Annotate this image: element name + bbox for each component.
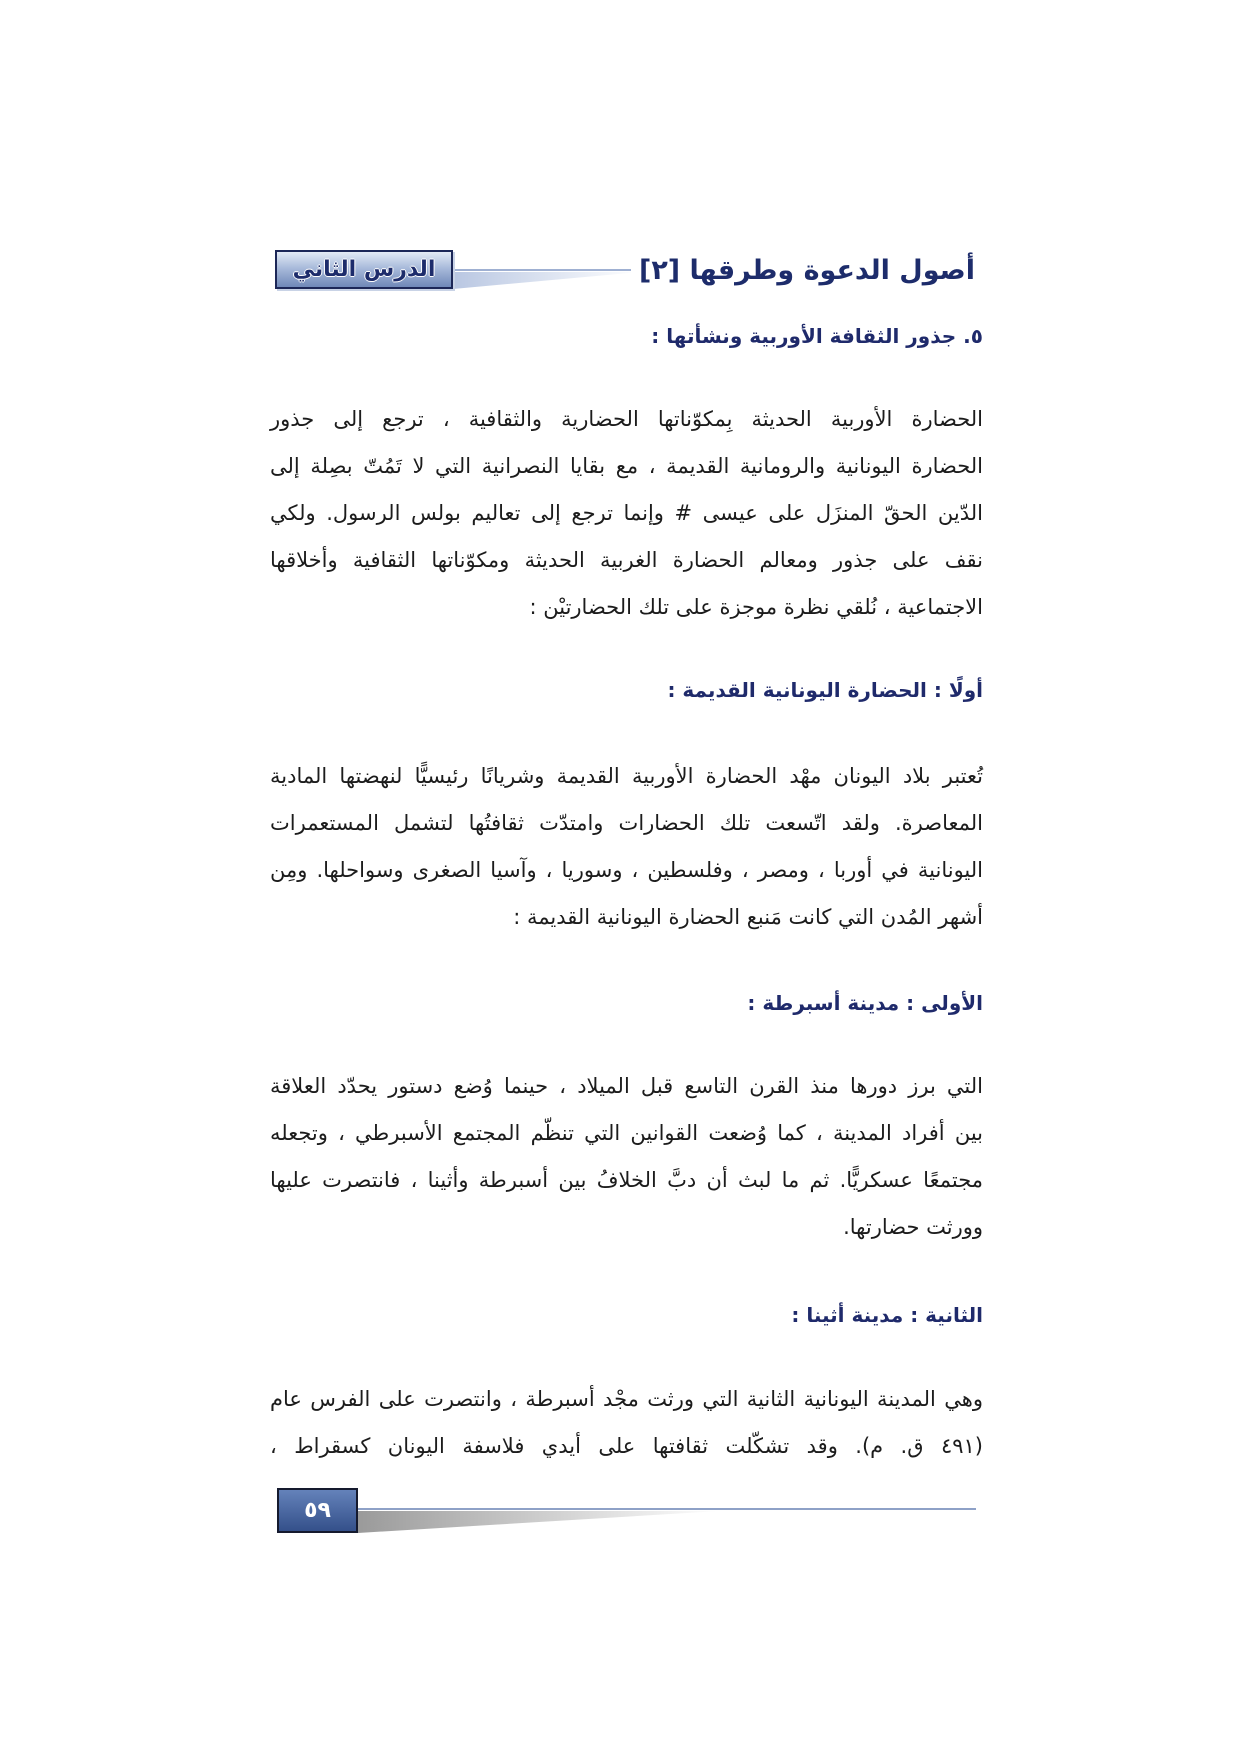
section-heading: أولًا : الحضارة اليونانية القديمة :	[667, 678, 983, 702]
header-rule-shadow	[453, 272, 640, 289]
body-line: التي برز دورها منذ القرن التاسع قبل الميلاد ، حينما وُضع دستور يحدّد العلاقة	[270, 1074, 983, 1098]
body-line: (٤٩١ ق. م). وقد تشكّلت ثقافتها على أيدي فلاسفة اليونان كسقراط ،	[270, 1434, 983, 1458]
body-line: اليونانية في أوربا ، ومصر ، وفلسطين ، وسوريا ، وآسيا الصغرى وسواحلها. ومِن	[270, 858, 983, 882]
body-line: الحضارة الأوربية الحديثة بِمكوّناتها الحضارية والثقافية ، ترجع إلى جذور	[270, 407, 983, 431]
body-line: الدّين الحقّ المنزَل على عيسى # وإنما ترجع إلى تعاليم بولس الرسول. ولكي	[270, 501, 983, 525]
body-line: أشهر المُدن التي كانت مَنبع الحضارة اليونانية القديمة :	[513, 905, 983, 929]
lesson-label-box	[275, 250, 453, 289]
body-line: مجتمعًا عسكريًّا. ثم ما لبث أن دبَّ الخلافُ بين أسبرطة وأثينا ، فانتصرت عليها	[270, 1168, 983, 1192]
lesson-label: الدرس الثاني	[292, 257, 436, 282]
body-line: وورثت حضارتها.	[843, 1215, 983, 1239]
body-line: الاجتماعية ، نُلقي نظرة موجزة على تلك الحضارتيْن :	[529, 595, 983, 619]
body-line: المعاصرة. ولقد اتّسعت تلك الحضارات وامتدّت ثقافتُها لتشمل المستعمرات	[270, 811, 983, 835]
book-title: أصول الدعوة وطرقها [٢]	[631, 250, 975, 292]
body-line: الحضارة اليونانية والرومانية القديمة ، مع بقايا النصرانية التي لا تَمُتّ بصِلة إلى	[270, 454, 983, 478]
body-line: وهي المدينة اليونانية الثانية التي ورثت مجْد أسبرطة ، وانتصرت على الفرس عام	[270, 1387, 983, 1411]
section-heading: ٥. جذور الثقافة الأوربية ونشأتها :	[651, 324, 983, 348]
footer-rule-shadow	[358, 1511, 720, 1533]
page-number: ٥٩	[277, 1488, 358, 1533]
section-heading: الثانية : مدينة أثينا :	[791, 1303, 983, 1327]
body-line: نقف على جذور ومعالم الحضارة الغربية الحديثة ومكوّناتها الثقافية وأخلاقها	[270, 548, 983, 572]
section-heading: الأولى : مدينة أسبرطة :	[747, 991, 983, 1015]
body-line: تُعتبر بلاد اليونان مهْد الحضارة الأوربية القديمة وشريانًا رئيسيًّا لنهضتها المادية	[270, 764, 983, 788]
body-line: بين أفراد المدينة ، كما وُضعت القوانين التي تنظّم المجتمع الأسبرطي ، وتجعله	[270, 1121, 983, 1145]
